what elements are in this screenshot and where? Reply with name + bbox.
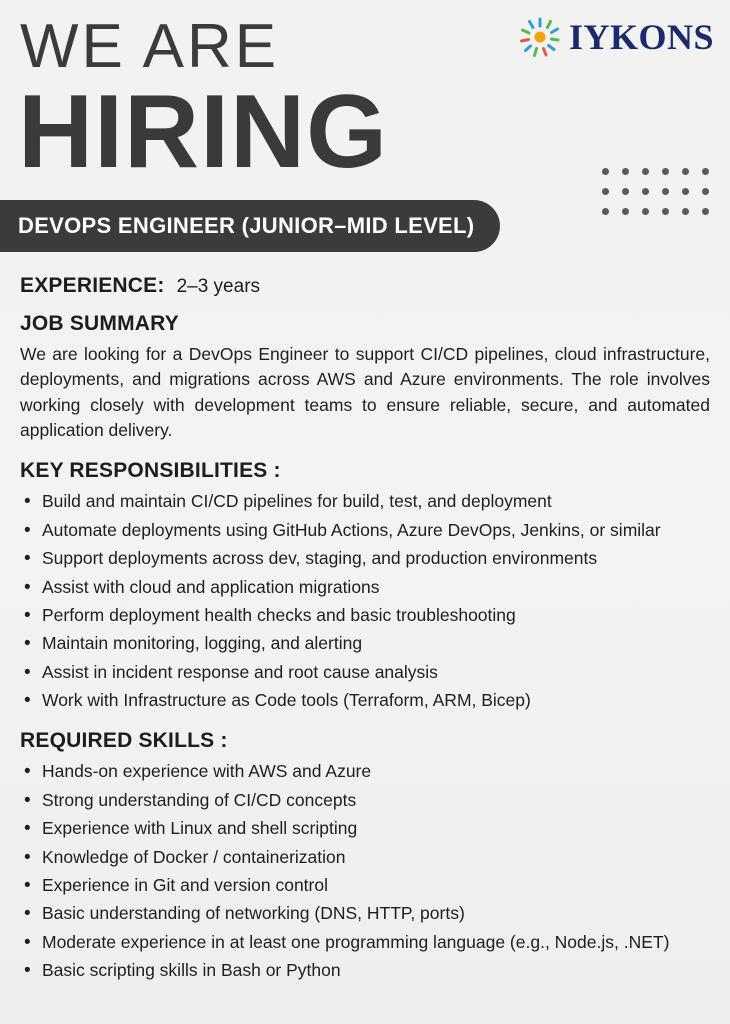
list-item: • Basic understanding of networking (DNS, HTTP, ports)	[20, 901, 710, 926]
poster-body	[14, 274, 716, 984]
job-summary-title: JOB SUMMARY	[20, 311, 179, 335]
list-item: • Perform deployment health checks and basic troubleshooting	[20, 603, 710, 628]
list-item: • Hands-on experience with AWS and Azure	[20, 759, 710, 784]
headline-line-2: HIRING	[18, 74, 388, 191]
responsibilities-list	[20, 489, 710, 713]
list-item: • Strong understanding of CI/CD concepts	[20, 788, 710, 813]
brand-logo	[519, 16, 714, 58]
sunburst-logo-icon	[519, 16, 561, 58]
list-item: • Assist with cloud and application migrations	[20, 575, 710, 600]
list-item: • Build and maintain CI/CD pipelines for build, test, and deployment	[20, 489, 710, 514]
list-item: • Work with Infrastructure as Code tools (Terraform, ARM, Bicep)	[20, 688, 710, 713]
dot-grid-decoration	[602, 168, 722, 228]
responsibilities-title: KEY RESPONSIBILITIES :	[20, 459, 281, 483]
list-item: • Basic scripting skills in Bash or Python	[20, 958, 710, 983]
headline-line-1: WE ARE	[20, 12, 280, 81]
experience-row	[20, 274, 710, 298]
job-summary-text: We are looking for a DevOps Engineer to support CI/CD pipelines, cloud infrastructure, deployments, and migrations across AWS and Azure environments. The role involves working closely with development teams to ensure reliable, secure, and automated application delivery.	[20, 343, 710, 441]
list-item: • Assist in incident response and root cause analysis	[20, 660, 710, 685]
list-item: • Automate deployments using GitHub Actions, Azure DevOps, Jenkins, or similar	[20, 518, 710, 543]
list-item: • Knowledge of Docker / containerization	[20, 845, 710, 870]
required-skills-list	[20, 759, 710, 983]
list-item: • Support deployments across dev, staging, and production environments	[20, 546, 710, 571]
experience-label: EXPERIENCE:	[20, 273, 165, 297]
list-item: • Maintain monitoring, logging, and alerting	[20, 631, 710, 656]
list-item: • Experience with Linux and shell scripting	[20, 816, 710, 841]
job-role-badge: DEVOPS ENGINEER (JUNIOR–MID LEVEL)	[0, 200, 500, 252]
required-skills-title: REQUIRED SKILLS :	[20, 729, 228, 753]
experience-value: 2–3 years	[176, 275, 261, 297]
list-item: • Experience in Git and version control	[20, 873, 710, 898]
list-item: • Moderate experience in at least one programming language (e.g., Node.js, .NET)	[20, 930, 710, 955]
brand-name: IYKONS	[568, 17, 714, 57]
